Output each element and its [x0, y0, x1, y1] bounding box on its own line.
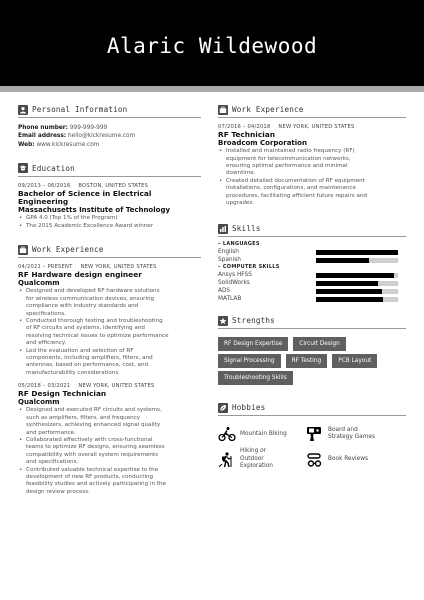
list-item: • Collaborated effectively with cross-functional teams to optimize RF designs, ensuring seamless compatibility with overall system requirements and specifications. — [18, 437, 201, 467]
contact-value: 999-999-999 — [69, 125, 108, 131]
job-title: RF Design Technician — [18, 389, 107, 399]
board-game-icon — [306, 426, 324, 442]
hobby-label: Book Reviews — [328, 455, 368, 462]
header-banner — [0, 0, 424, 86]
skill-level-bar — [316, 258, 398, 263]
job-location: NEW YORK, UNITED STATES — [80, 264, 157, 271]
section-title: Strengths — [232, 316, 275, 326]
work-experience-section-right — [218, 104, 406, 207]
list-item: • GPA 4.0 (Top 1% of the Program) — [18, 215, 201, 222]
job-location: NEW YORK, UNITED STATES — [278, 124, 355, 130]
section-header — [18, 163, 201, 177]
person-icon — [18, 105, 28, 115]
hobby-item — [218, 448, 302, 470]
skill-category: – LANGUAGES — [218, 241, 260, 248]
section-header — [18, 104, 201, 118]
skill-level-fill — [316, 273, 394, 278]
list-item: • Installed and maintained radio frequency (RF) equipment for telecommunication networks, ensuring optimal performance and minimal downtime. — [218, 148, 406, 178]
strength-tag: Troubleshooting Skills — [218, 371, 293, 385]
candidate-name: Alaric Wildewood — [106, 34, 318, 58]
graduation-cap-icon — [18, 163, 28, 173]
section-header — [218, 402, 406, 416]
education-bullets — [18, 215, 201, 230]
mountain-bike-icon — [218, 426, 236, 442]
contact-email — [18, 132, 201, 140]
section-header — [218, 315, 406, 329]
contact-label: Email address: — [18, 133, 67, 140]
skill-level-fill — [316, 250, 398, 255]
company-name: Broadcom Corporation — [218, 139, 307, 148]
skill-row — [218, 248, 406, 256]
skill-name: SolidWorks — [218, 280, 250, 287]
hiking-icon — [218, 452, 236, 468]
personal-info-section — [18, 104, 201, 149]
section-header — [218, 223, 406, 237]
hobby-label: Board and Strategy Games — [328, 427, 375, 441]
job-entry — [18, 383, 201, 496]
hobby-label: Mountain Biking — [240, 430, 287, 437]
hobby-label: Hiking or Outdoor Exploration — [240, 448, 273, 470]
hobby-item — [218, 426, 302, 442]
strengths-section — [218, 315, 406, 388]
list-item: • Designed and executed RF circuits and systems, such as amplifiers, filters, and frequency synthesizers, achieving enhanced signal quality and performance. — [18, 407, 201, 437]
skill-level-bar — [316, 273, 398, 278]
right-column — [218, 104, 406, 471]
skill-level-fill — [316, 258, 369, 263]
briefcase-icon — [18, 245, 28, 255]
hobbies-section — [218, 402, 406, 470]
education-section — [18, 163, 201, 230]
skill-row — [218, 287, 406, 295]
job-bullets — [18, 407, 201, 496]
skill-level-bar — [316, 250, 398, 255]
job-dates: 04/2021 – PRESENT — [18, 264, 73, 271]
leaf-icon — [218, 403, 228, 413]
job-bullets — [218, 148, 406, 207]
job-entry — [18, 264, 201, 377]
strength-tag: RF Testing — [286, 354, 328, 368]
skill-name: ADS — [218, 288, 231, 295]
section-title: Work Experience — [32, 245, 104, 255]
contact-value[interactable]: hello@kickresume.com — [67, 133, 136, 140]
skill-row — [218, 271, 406, 279]
skill-level-fill — [316, 281, 378, 286]
contact-web — [18, 141, 201, 149]
skill-category: – COMPUTER SKILLS — [218, 264, 280, 271]
bar-chart-icon — [218, 224, 228, 234]
education-dates: 09/2013 – 06/2016 — [18, 182, 71, 189]
strength-tag: PCB Layout — [332, 354, 377, 368]
job-dates: 05/2018 – 03/2021 — [18, 383, 71, 390]
section-title: Education — [32, 163, 75, 173]
briefcase-icon — [218, 105, 228, 115]
strength-tags — [218, 337, 406, 388]
contact-value[interactable]: www.kickresume.com — [36, 141, 100, 148]
degree-line: Engineering — [18, 197, 69, 207]
list-item: • Designed and developed RF hardware solutions for wireless communication devices, ensuring compliance with industry standards and specifications. — [18, 288, 201, 318]
list-item: • Led the evaluation and selection of RF components, including amplifiers, filters, and antennas, based on performance, cost, and manufacturability considerations. — [18, 348, 201, 378]
company-name: Qualcomm — [18, 398, 60, 407]
degree-line: Bachelor of Science in Electrical — [18, 188, 152, 198]
job-bullets — [18, 288, 201, 377]
list-item: • The 2015 Academic Excellence Award winner — [18, 223, 201, 230]
job-title: RF Technician — [218, 130, 275, 139]
degree-title — [18, 190, 201, 206]
contact-list — [18, 124, 201, 149]
job-location: NEW YORK, UNITED STATES — [78, 383, 155, 390]
contact-phone — [18, 124, 201, 132]
header-accent-bar — [0, 86, 424, 92]
star-icon — [218, 316, 228, 326]
skill-level-bar — [316, 281, 398, 286]
section-header — [218, 104, 406, 118]
left-column — [18, 104, 201, 496]
hobby-item — [306, 426, 396, 442]
skill-name: MATLAB — [218, 296, 242, 303]
hobby-item — [306, 448, 396, 470]
company-name: Qualcomm — [18, 279, 60, 288]
skill-level-bar — [316, 297, 398, 302]
section-header — [18, 244, 201, 258]
section-title: Hobbies — [232, 403, 266, 413]
list-item: • Conducted thorough testing and troubleshooting of RF circuits and systems, identifying and resolving technical issues to optimize performance and efficiency. — [18, 318, 201, 348]
skill-row — [218, 295, 406, 303]
education-location: BOSTON, UNITED STATES — [78, 182, 149, 189]
section-title: Skills — [232, 224, 261, 234]
section-title: Work Experience — [232, 105, 304, 114]
skill-level-fill — [316, 289, 382, 294]
skill-level-fill — [316, 297, 383, 302]
skill-level-bar — [316, 289, 398, 294]
job-title: RF Hardware design engineer — [18, 270, 142, 280]
work-experience-section-left — [18, 244, 201, 496]
skills-section — [218, 223, 406, 303]
skill-name: Ansys HFSS — [218, 272, 252, 279]
strength-tag: Signal Processing — [218, 354, 281, 368]
contact-label: Phone number: — [18, 125, 68, 131]
section-title: Personal Information — [32, 105, 128, 114]
skill-row — [218, 279, 406, 287]
skill-row — [218, 256, 406, 264]
hobbies-list — [218, 426, 406, 470]
skill-name: Spanish — [218, 257, 241, 264]
list-item: • Contributed valuable technical expertise to the development of new RF products, conducting feasibility studies and actively participating in the design review process. — [18, 467, 201, 497]
strength-tag: Circuit Design — [293, 337, 346, 351]
contact-label: Web: — [18, 141, 35, 148]
book-reviews-icon — [306, 452, 324, 468]
job-dates: 07/2016 – 04/2018 — [218, 124, 271, 130]
skills-list — [218, 241, 406, 303]
list-item: • Created detailed documentation of RF equipment installations, configurations, and maintenance procedures, facilitating efficient future repairs and upgrades. — [218, 178, 406, 208]
school-name: Massachusetts Institute of Technology — [18, 206, 171, 215]
skill-name: English — [218, 249, 239, 256]
strength-tag: RF Design Expertise — [218, 337, 288, 351]
